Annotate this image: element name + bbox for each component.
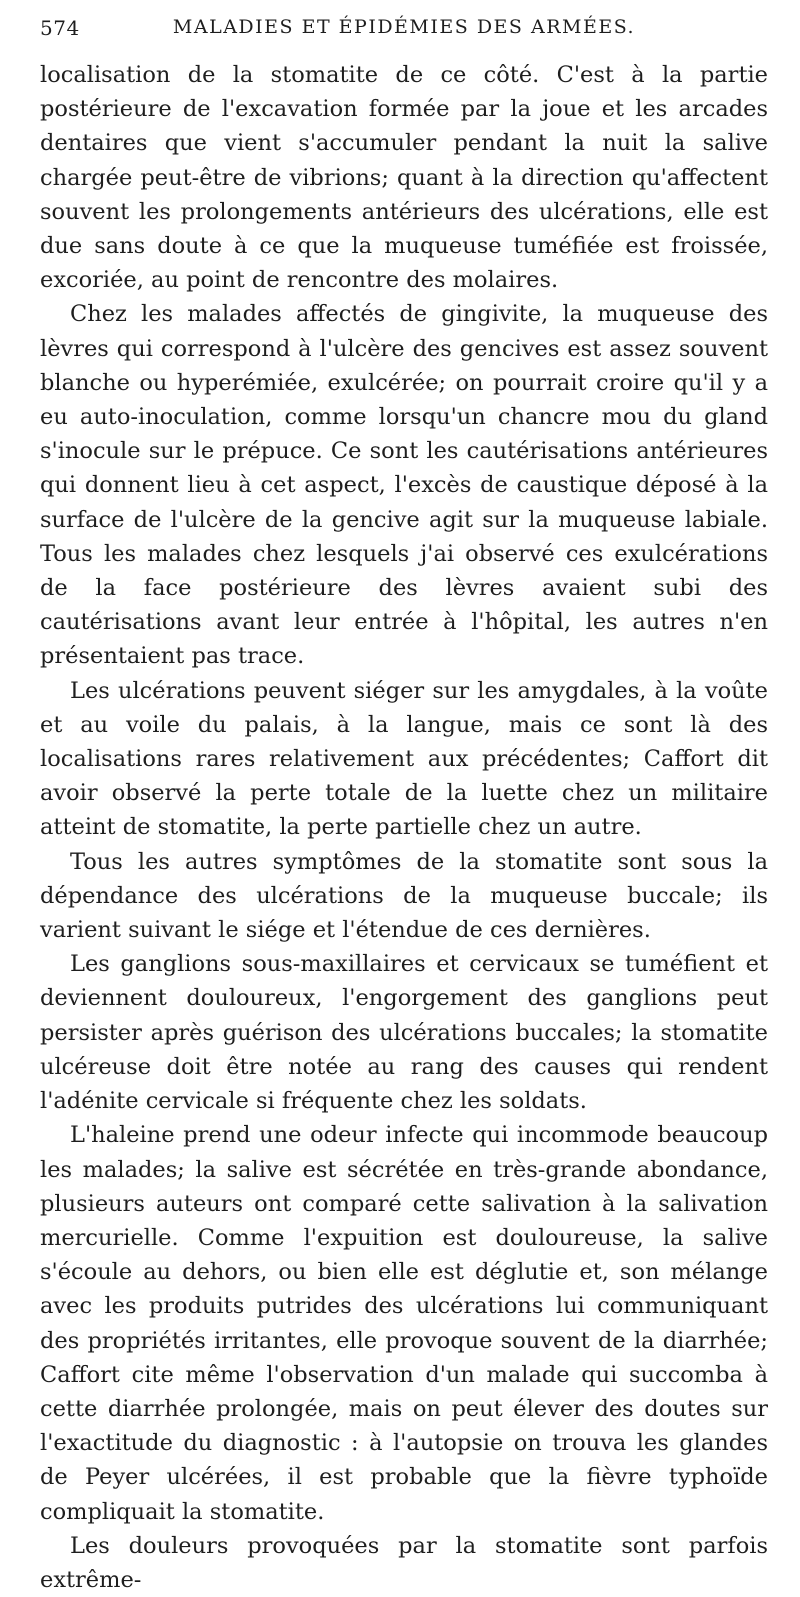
running-title: MALADIES ET ÉPIDÉMIES DES ARMÉES. — [172, 16, 636, 38]
page-number: 574 — [40, 16, 80, 40]
paragraph-haleine: L'haleine prend une odeur infecte qui incommode beaucoup les malades; la salive est sécrétée en très-grande abondance, plusieurs auteurs ont comparé cette salivation à la salivation mercurielle. Comme l'expuition est douloureuse, la salive s'écoule au dehors, ou bien elle est déglutie et, son mélange avec les produits putrides des ulcérations lui communiquant des propriétés irritantes, elle provoque souvent de la diarrhée; Caffort cite même l'observation d'un malade qui succomba à cette diarrhée prolongée, mais on peut élever des doutes sur l'exactitude du diagnostic : à l'autopsie on trouva les glandes de Peyer ulcérées, il est probable que la fièvre typhoïde compliquait la stomatite. — [40, 1122, 768, 1525]
paragraph-continued: localisation de la stomatite de ce côté. C'est à la partie postérieure de l'excavation formée par la joue et les arcades dentaires que vient s'accumuler pendant la nuit la salive chargée peut-être de vibrions; quant à la direction qu'affectent souvent les prolongements antérieurs des ulcérations, elle est due sans doute à ce que la muqueuse tuméfiée est froissée, excoriée, au point de rencontre des molaires. — [40, 62, 768, 294]
body-text — [40, 58, 768, 1597]
paragraph-gingivite: Chez les malades affectés de gingivite, la muqueuse des lèvres qui correspond à l'ulcère des gencives est assez souvent blanche ou hyperémiée, exulcérée; on pourrait croire qu'il y a eu auto-inoculation, comme lorsqu'un chancre mou du gland s'inocule sur le prépuce. Ce sont les cautérisations antérieures qui donnent lieu à cet aspect, l'excès de caustique déposé à la surface de l'ulcère de la gencive agit sur la muqueuse labiale. Tous les malades chez lesquels j'ai observé ces exulcérations de la face postérieure des lèvres avaient subi des cautérisations avant leur entrée à l'hôpital, les autres n'en présentaient pas trace. — [40, 301, 768, 670]
paragraph-douleurs: Les douleurs provoquées par la stomatite sont parfois extrême- — [40, 1532, 768, 1593]
paragraph-symptomes: Tous les autres symptômes de la stomatite sont sous la dépendance des ulcérations de la muqueuse buccale; ils varient suivant le siége et l'étendue de ces dernières. — [40, 848, 768, 944]
book-page — [40, 0, 768, 1593]
paragraph-ganglions: Les ganglions sous-maxillaires et cervicaux se tuméfient et deviennent douloureux, l'engorgement des ganglions peut persister après guérison des ulcérations buccales; la stomatite ulcéreuse doit être notée au rang des causes qui rendent l'adénite cervicale si fréquente chez les soldats. — [40, 951, 768, 1115]
running-head — [40, 16, 768, 48]
paragraph-localisations: Les ulcérations peuvent siéger sur les amygdales, à la voûte et au voile du palais, à la langue, mais ce sont là des localisations rares relativement aux précédentes; Caffort dit avoir observé la perte totale de la luette chez un militaire atteint de stomatite, la perte partielle chez un autre. — [40, 677, 768, 841]
